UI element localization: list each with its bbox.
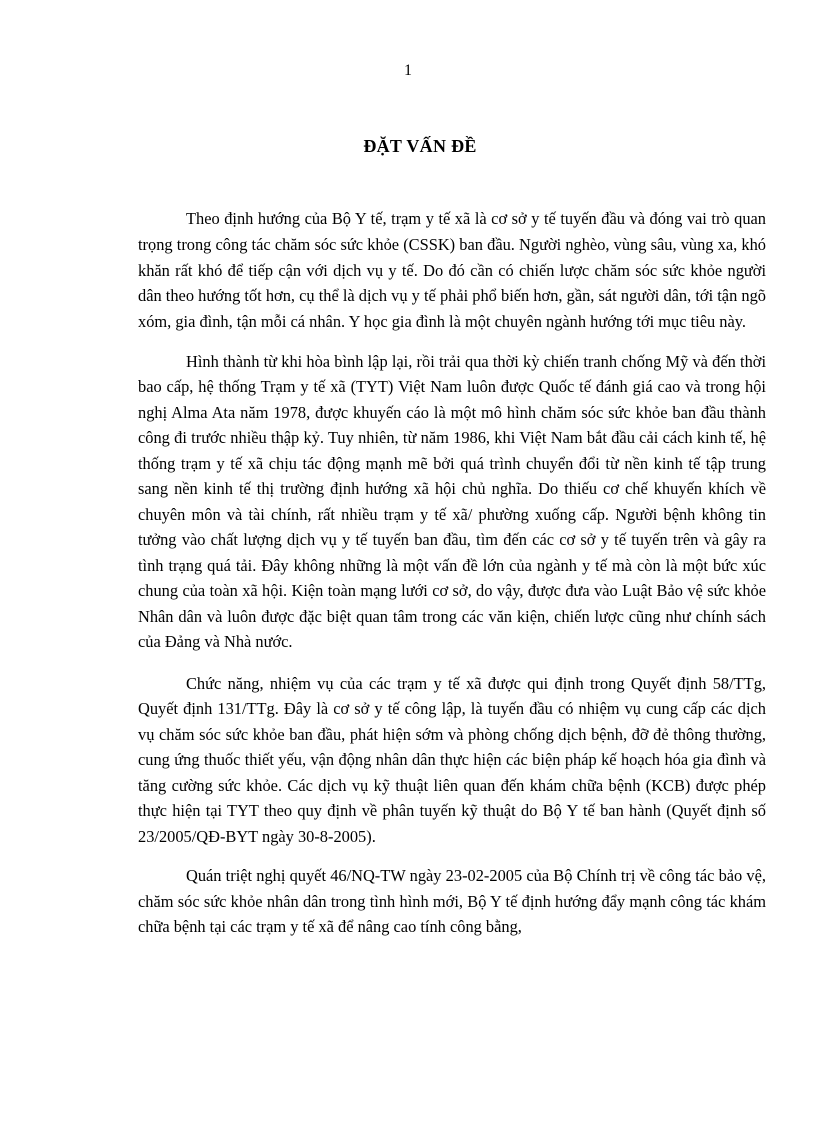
document-body <box>138 206 766 940</box>
paragraph-2: Hình thành từ khi hòa bình lập lại, rồi trải qua thời kỳ chiến tranh chống Mỹ và đến thời bao cấp, hệ thống Trạm y tế xã (TYT) Việt Nam luôn được Quốc tế đánh giá cao và trong hội nghị Alma Ata năm 1978, được khuyến cáo là một mô hình chăm sóc sức khỏe ban đầu thành công đi trước nhiều thập kỷ. Tuy nhiên, từ năm 1986, khi Việt Nam bắt đầu cải cách kinh tế, hệ thống trạm y tế xã chịu tác động mạnh mẽ bởi quá trình chuyển đổi từ nền kinh tế tập trung sang nền kinh tế thị trường định hướng xã hội chủ nghĩa. Do thiếu cơ chế khuyến khích về chuyên môn và tài chính, rất nhiều trạm y tế xã/ phường xuống cấp. Người bệnh không tin tưởng vào chất lượng dịch vụ y tế tuyến ban đầu, tìm đến các cơ sở y tế tuyến trên và gây ra tình trạng quá tải. Đây không những là một vấn đề lớn của ngành y tế mà còn là một bức xúc chung của toàn xã hội. Kiện toàn mạng lưới cơ sở, do vậy, được đưa vào Luật Bảo vệ sức khỏe Nhân dân và luôn được đặc biệt quan tâm trong các văn kiện, chiến lược cũng như chính sách của Đảng và Nhà nước. <box>138 351 766 652</box>
paragraph-4: Quán triệt nghị quyết 46/NQ-TW ngày 23-02-2005 của Bộ Chính trị về công tác bảo vệ, chăm sóc sức khỏe nhân dân trong tình hình mới, Bộ Y tế định hướng đẩy mạnh công tác khám chữa bệnh tại các trạm y tế xã để nâng cao tính công bằng, <box>138 866 766 937</box>
paragraph-1: Theo định hướng của Bộ Y tế, trạm y tế xã là cơ sở y tế tuyến đầu và đóng vai trò quan trọng trong công tác chăm sóc sức khỏe (CSSK) ban đầu. Người nghèo, vùng sâu, vùng xa, khó khăn rất khó để tiếp cận với dịch vụ y tế. Do đó cần có chiến lược chăm sóc sức khỏe người dân theo hướng tốt hơn, cụ thể là dịch vụ y tế phải phổ biến hơn, gần, sát người dân, tới tận ngõ xóm, gia đình, tận mỗi cá nhân. Y học gia đình là một chuyên ngành hướng tới mục tiêu này. <box>138 209 766 332</box>
paragraph-3: Chức năng, nhiệm vụ của các trạm y tế xã được qui định trong Quyết định 58/TTg, Quyết định 131/TTg. Đây là cơ sở y tế công lập, là tuyến đầu có nhiệm vụ cung cấp các dịch vụ chăm sóc sức khỏe ban đầu, phát hiện sớm và phòng chống dịch bệnh, đỡ đẻ thông thường, cung ứng thuốc thiết yếu, vận động nhân dân thực hiện các biện pháp kế hoạch hóa gia đình và tăng cường sức khỏe. Các dịch vụ kỹ thuật liên quan đến khám chữa bệnh (KCB) được phép thực hiện tại TYT theo quy định về phân tuyến kỹ thuật do Bộ Y tế ban hành (Quyết định số 23/2005/QĐ-BYT ngày 30-8-2005). <box>138 673 766 846</box>
page-number: 1 <box>404 62 412 79</box>
page-title: ĐẶT VẤN ĐỀ <box>363 136 477 156</box>
